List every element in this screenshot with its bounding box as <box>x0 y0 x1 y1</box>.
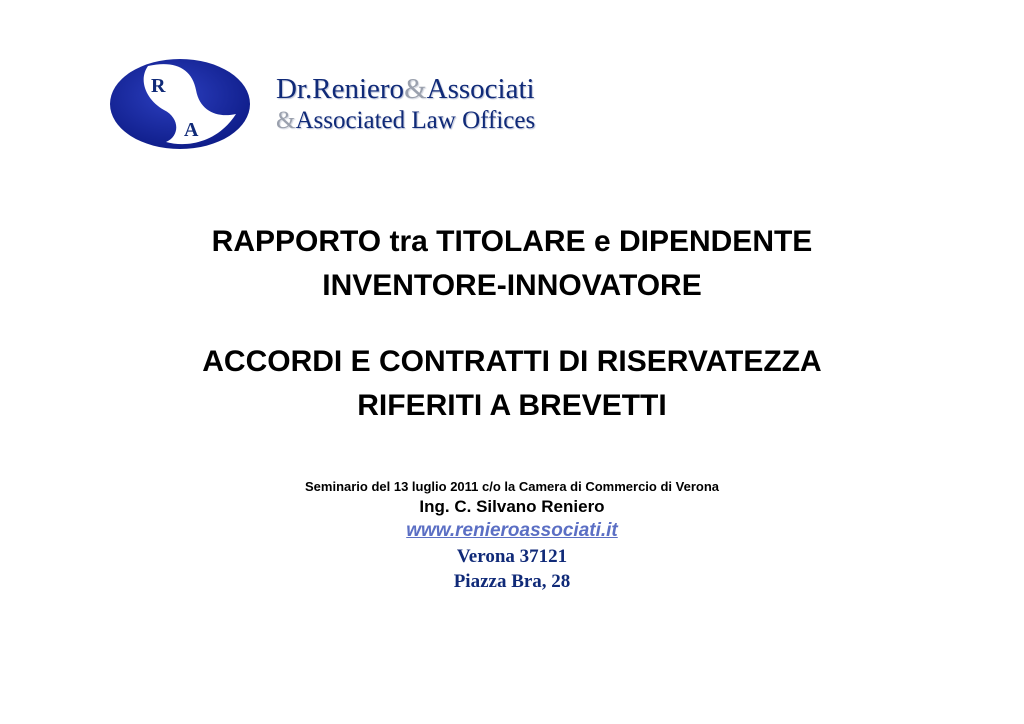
logo-line-offices <box>276 106 535 136</box>
address-street: Piazza Bra, 28 <box>453 571 571 592</box>
logo-line-firm <box>276 72 535 106</box>
emblem-letter-r: R <box>151 75 166 97</box>
logo-ampersand: & <box>404 73 427 105</box>
logo-associati: Associati <box>426 73 535 105</box>
title-accordi-line1: ACCORDI E CONTRATTI DI RISERVATEZZA <box>202 345 822 378</box>
emblem-letter-a: A <box>184 119 199 141</box>
author-name: Ing. C. Silvano Reniero <box>419 497 605 516</box>
title-rapporto-line1: RAPPORTO tra TITOLARE e DIPENDENTE <box>211 225 813 258</box>
company-logo <box>108 56 588 152</box>
logo-wordmark <box>276 72 535 136</box>
seminar-line: Seminario del 13 luglio 2011 c/o la Camera di Commercio di Verona <box>305 479 719 494</box>
ra-emblem-icon <box>108 56 252 152</box>
presentation-info <box>0 478 1024 594</box>
logo-firm-name: Dr.Reniero <box>276 73 405 105</box>
logo-ampersand-2: & <box>276 107 296 134</box>
title-accordi-line2: RIFERITI A BREVETTI <box>357 389 667 422</box>
title-block-accordi <box>0 340 1024 428</box>
logo-associated-law-offices: Associated Law Offices <box>295 107 536 134</box>
website-link[interactable]: www.renieroassociati.it <box>406 520 618 541</box>
address-city: Verona 37121 <box>456 546 568 567</box>
title-block-rapporto <box>0 220 1024 308</box>
title-rapporto-line2: INVENTORE-INNOVATORE <box>322 269 702 302</box>
